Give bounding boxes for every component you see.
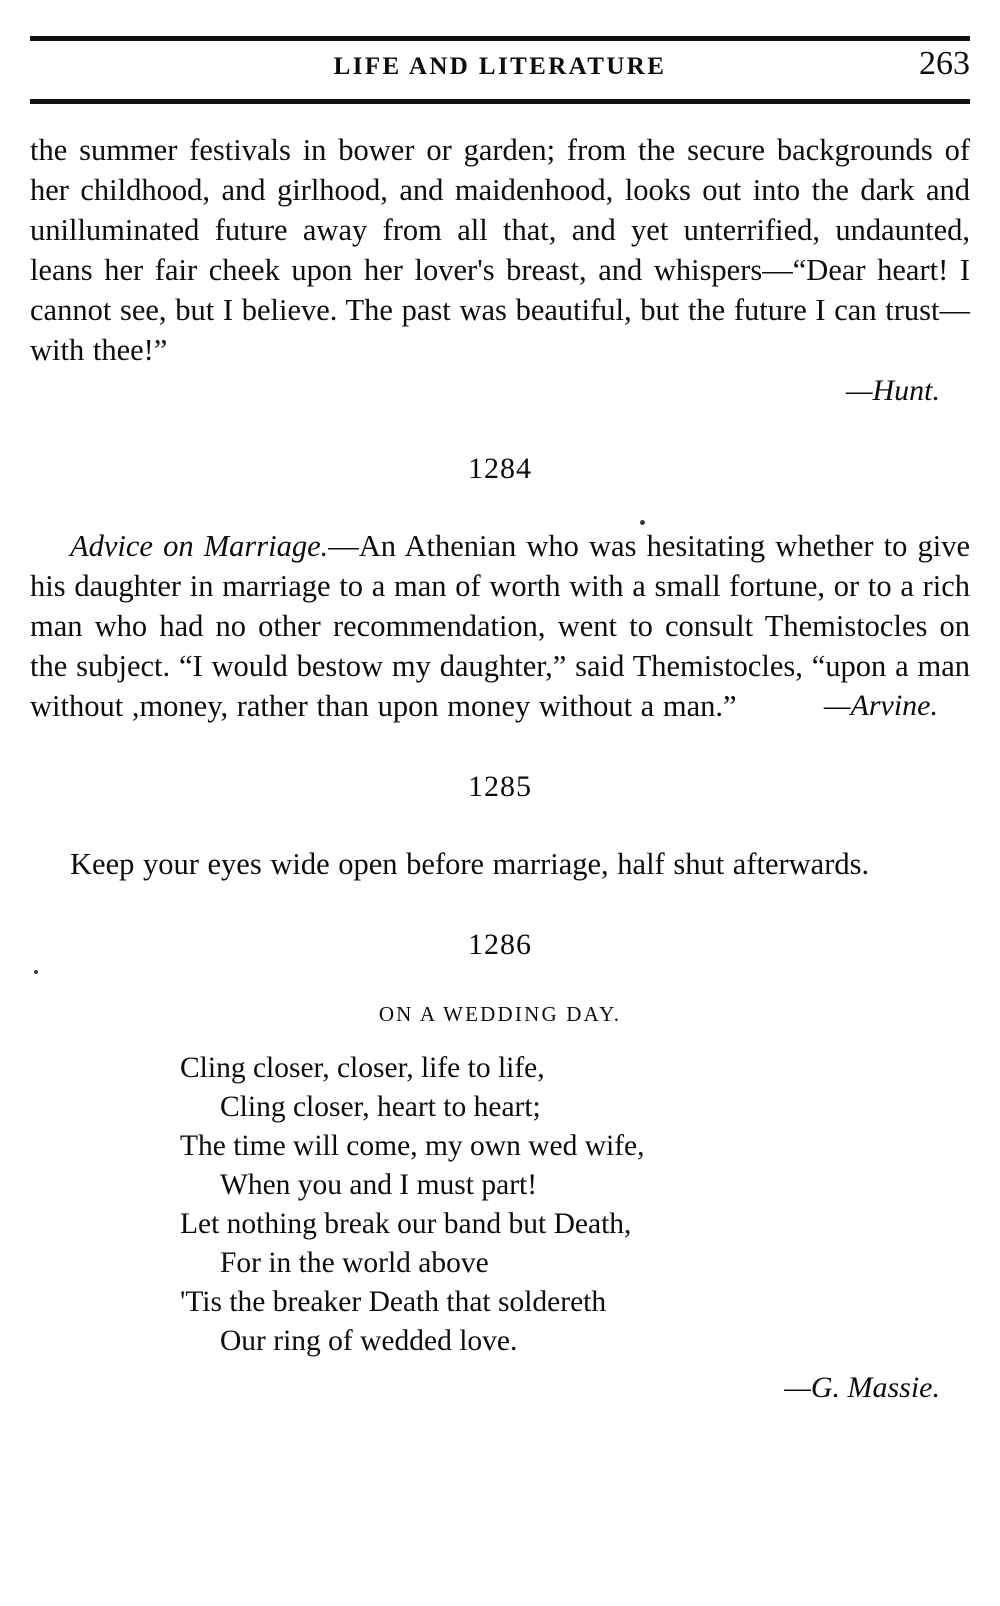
poem-line: The time will come, my own wed wife, <box>180 1130 645 1162</box>
entry-1284-title: Advice on Marriage. <box>70 529 329 563</box>
scan-speck <box>34 970 38 974</box>
continued-paragraph-attribution: —Hunt. <box>845 374 940 407</box>
poem-body <box>180 1049 820 1361</box>
page-number: 263 <box>919 45 970 82</box>
running-head-title: LIFE AND LITERATURE <box>333 53 667 80</box>
poem-attribution: —G. Massie. <box>784 1371 940 1404</box>
poem-line: For in the world above <box>220 1247 489 1279</box>
scan-speck <box>640 520 645 525</box>
poem-line: 'Tis the breaker Death that soldereth <box>180 1286 607 1318</box>
entry-number-1285: 1285 <box>468 770 532 803</box>
entry-1284-attribution: —Arvine. <box>823 689 938 722</box>
page-body <box>30 130 970 1405</box>
header-rule-bottom <box>30 99 970 104</box>
poem-title: ON A WEDDING DAY. <box>378 1002 622 1026</box>
poem-line: Let nothing break our band but Death, <box>180 1208 632 1240</box>
entry-1284-text: —An Athenian who was hesitating whether to give his daughter in marriage to a man of worth with a small fortune, or to a rich man who had no other recommendation, went to consult Themistocles on the subject. “I would bestow my daughter,” said Themistocles, “upon a man without ,money, rather than upon money without a man.” <box>30 529 970 723</box>
entry-1285-text: Keep your eyes wide open before marriage, half shut afterwards. <box>70 847 870 881</box>
entry-number-1284: 1284 <box>468 452 532 485</box>
running-head <box>30 41 970 99</box>
document-page <box>0 36 1000 1606</box>
poem-line: Cling closer, closer, life to life, <box>180 1052 545 1084</box>
poem-line: When you and I must part! <box>220 1169 538 1201</box>
entry-1284-paragraph <box>30 526 970 726</box>
poem-line: Our ring of wedded love. <box>220 1325 518 1357</box>
continued-paragraph-text: the summer festivals in bower or garden; from the secure backgrounds of her childhood, and girlhood, and maidenhood, looks out into the dark and unilluminated future away from all that, and yet unterrified, undaunted, leans her fair cheek upon her lover's breast, and whispers—“Dear heart! I cannot see, but I believe. The past was beautiful, but the future I can trust—with thee!” <box>30 133 970 367</box>
poem-line: Cling closer, heart to heart; <box>220 1091 541 1123</box>
entry-number-1286: 1286 <box>468 928 532 961</box>
